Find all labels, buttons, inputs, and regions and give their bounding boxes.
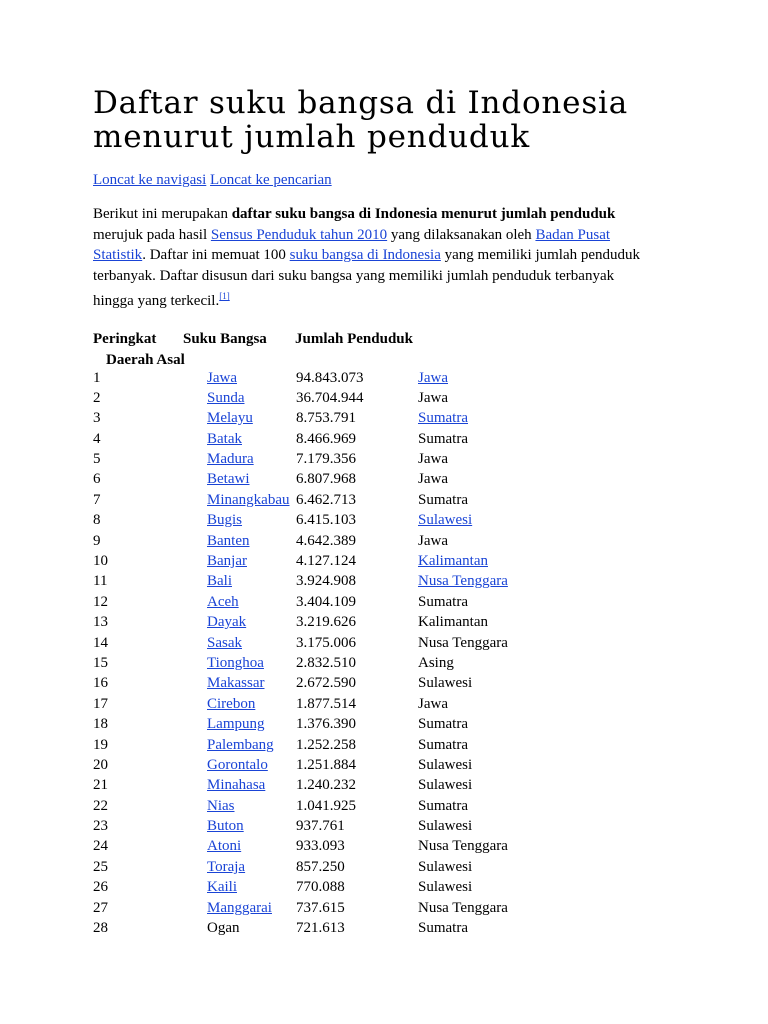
origin-cell <box>418 553 508 573</box>
origin-text: Nusa Tenggara <box>418 838 508 855</box>
rank-text: 10 <box>93 553 108 570</box>
suku-link[interactable]: Minangkabau <box>207 491 290 508</box>
origin-cell <box>418 818 508 838</box>
rank-cell <box>93 533 207 553</box>
suku-cell <box>207 451 296 471</box>
population-cell <box>296 635 418 655</box>
intro-text: yang dilaksanakan oleh <box>387 226 536 243</box>
rank-text: 6 <box>93 471 101 488</box>
rank-cell <box>93 512 207 532</box>
population-cell <box>296 798 418 818</box>
origin-text: Jawa <box>418 471 448 488</box>
origin-cell <box>418 920 508 940</box>
population-text: 737.615 <box>296 899 345 916</box>
table-row <box>93 818 508 838</box>
rank-cell <box>93 635 207 655</box>
skip-to-navigation-link[interactable]: Loncat ke navigasi <box>93 172 207 188</box>
origin-text: Sumatra <box>418 920 468 937</box>
rank-text: 17 <box>93 695 108 712</box>
table-row <box>93 675 508 695</box>
suku-link[interactable]: Sunda <box>207 389 245 406</box>
skip-links <box>93 170 653 190</box>
table-row <box>93 859 508 879</box>
rank-text: 26 <box>93 879 108 896</box>
table-row <box>93 553 508 573</box>
origin-cell <box>418 777 508 797</box>
reference-link[interactable]: [1] <box>219 291 230 301</box>
census-2010-link[interactable]: Sensus Penduduk tahun 2010 <box>210 226 388 243</box>
table-row <box>93 390 508 410</box>
origin-text: Sulawesi <box>418 675 473 692</box>
suku-cell <box>207 594 296 614</box>
table-row <box>93 900 508 920</box>
population-text: 2.832.510 <box>296 654 356 671</box>
population-text: 6.462.713 <box>296 491 356 508</box>
suku-link[interactable]: Toraja <box>207 858 246 875</box>
population-text: 8.466.969 <box>296 430 356 447</box>
origin-cell <box>418 655 508 675</box>
suku-link[interactable]: Atoni <box>207 838 242 855</box>
suku-cell <box>207 533 296 553</box>
suku-link[interactable]: Palembang <box>207 736 274 753</box>
population-cell <box>296 471 418 491</box>
population-text: 4.642.389 <box>296 532 356 549</box>
origin-cell <box>418 757 508 777</box>
population-text: 36.704.944 <box>296 389 364 406</box>
suku-cell <box>207 900 296 920</box>
population-cell <box>296 410 418 430</box>
suku-link[interactable]: Tionghoa <box>207 654 264 671</box>
population-cell <box>296 512 418 532</box>
intro-bold-text: daftar suku bangsa di Indonesia menurut jumlah penduduk <box>231 206 616 222</box>
rank-text: 7 <box>93 491 101 508</box>
table-row <box>93 431 508 451</box>
suku-link[interactable]: Batak <box>207 430 242 447</box>
suku-cell <box>207 410 296 430</box>
suku-cell <box>207 471 296 491</box>
population-text: 721.613 <box>296 920 345 937</box>
population-cell <box>296 818 418 838</box>
origin-text: Sumatra <box>418 593 468 610</box>
suku-cell <box>207 818 296 838</box>
rank-cell <box>93 818 207 838</box>
suku-cell <box>207 390 296 410</box>
article <box>93 86 653 940</box>
population-text: 1.251.884 <box>296 756 356 773</box>
origin-cell <box>418 696 508 716</box>
table-row <box>93 533 508 553</box>
suku-link[interactable]: Aceh <box>207 593 239 610</box>
bps-link[interactable]: Badan Pusat Statistik <box>93 226 611 263</box>
rank-text: 4 <box>93 430 101 447</box>
suku-cell <box>207 838 296 858</box>
population-text: 8.753.791 <box>296 410 356 427</box>
population-text: 94.843.073 <box>296 369 364 386</box>
origin-text: Jawa <box>418 451 448 468</box>
population-text: 2.672.590 <box>296 675 356 692</box>
rank-text: 21 <box>93 777 108 794</box>
suku-link[interactable]: Makassar <box>207 675 265 692</box>
origin-cell <box>418 431 508 451</box>
origin-cell <box>418 900 508 920</box>
suku-link[interactable]: Nias <box>207 797 235 814</box>
rank-text: 24 <box>93 838 108 855</box>
origin-text: Jawa <box>418 695 448 712</box>
suku-cell <box>207 512 296 532</box>
origin-text: Nusa Tenggara <box>418 899 508 916</box>
population-cell <box>296 492 418 512</box>
rank-text: 2 <box>93 389 101 406</box>
suku-link[interactable]: Dayak <box>207 614 247 631</box>
population-cell <box>296 370 418 390</box>
suku-link[interactable]: Cirebon <box>207 695 256 712</box>
rank-text: 11 <box>93 573 108 590</box>
population-cell <box>296 594 418 614</box>
origin-cell <box>418 716 508 736</box>
table-row <box>93 512 508 532</box>
header-population: Jumlah Penduduk <box>295 331 413 347</box>
suku-cell <box>207 757 296 777</box>
rank-text: 8 <box>93 512 101 529</box>
rank-cell <box>93 655 207 675</box>
suku-link[interactable]: Minahasa <box>207 777 266 794</box>
suku-link[interactable]: Banten <box>207 532 250 549</box>
origin-text: Sulawesi <box>418 756 473 773</box>
origin-cell <box>418 838 508 858</box>
suku-cell <box>207 737 296 757</box>
rank-cell <box>93 777 207 797</box>
suku-link[interactable]: Lampung <box>207 716 265 733</box>
suku-bangsa-link[interactable]: suku bangsa di Indonesia <box>289 247 441 263</box>
rank-cell <box>93 737 207 757</box>
suku-cell <box>207 716 296 736</box>
population-cell <box>296 900 418 920</box>
origin-cell <box>418 594 508 614</box>
rank-text: 20 <box>93 756 108 773</box>
origin-text: Asing <box>418 654 454 671</box>
population-text: 1.041.925 <box>296 797 356 814</box>
rank-cell <box>93 920 207 940</box>
suku-cell <box>207 370 296 390</box>
rank-text: 27 <box>93 899 108 916</box>
origin-cell <box>418 879 508 899</box>
population-cell <box>296 533 418 553</box>
population-text: 4.127.124 <box>296 553 356 570</box>
rank-text: 16 <box>93 675 108 692</box>
origin-cell <box>418 492 508 512</box>
rank-text: 3 <box>93 410 101 427</box>
population-cell <box>296 431 418 451</box>
header-origin: Daerah Asal <box>106 351 185 368</box>
suku-cell <box>207 879 296 899</box>
origin-cell <box>418 614 508 634</box>
population-cell <box>296 655 418 675</box>
origin-text: Kalimantan <box>418 614 488 631</box>
origin-text: Jawa <box>418 532 448 549</box>
rank-cell <box>93 757 207 777</box>
population-cell <box>296 614 418 634</box>
table-row <box>93 716 508 736</box>
population-text: 1.877.514 <box>296 695 356 712</box>
population-cell <box>296 879 418 899</box>
rank-cell <box>93 492 207 512</box>
suku-cell <box>207 859 296 879</box>
suku-link[interactable]: Sasak <box>207 634 242 651</box>
page-title: Daftar suku bangsa di Indonesia menurut jumlah penduduk <box>93 85 629 155</box>
suku-cell <box>207 696 296 716</box>
suku-cell <box>207 655 296 675</box>
origin-text: Sulawesi <box>418 879 473 896</box>
suku-text: Ogan <box>207 920 240 937</box>
population-cell <box>296 716 418 736</box>
population-text: 1.376.390 <box>296 716 356 733</box>
rank-cell <box>93 451 207 471</box>
population-cell <box>296 451 418 471</box>
rank-text: 14 <box>93 634 108 651</box>
suku-cell <box>207 431 296 451</box>
suku-cell <box>207 553 296 573</box>
origin-link[interactable]: Nusa Tenggara <box>418 573 508 590</box>
suku-link[interactable]: Kaili <box>207 879 237 896</box>
intro-text: . Daftar ini memuat 100 <box>142 247 290 263</box>
rank-cell <box>93 798 207 818</box>
intro-text: merujuk pada hasil <box>93 226 211 243</box>
table-row <box>93 838 508 858</box>
origin-text: Sumatra <box>418 430 468 447</box>
suku-cell <box>207 573 296 593</box>
suku-link[interactable]: Bugis <box>207 512 243 529</box>
rank-text: 28 <box>93 920 108 937</box>
table-row <box>93 471 508 491</box>
origin-cell <box>418 471 508 491</box>
origin-link[interactable]: Jawa <box>418 369 448 386</box>
origin-text: Sulawesi <box>418 777 473 794</box>
suku-link[interactable]: Gorontalo <box>207 756 268 773</box>
rank-text: 1 <box>93 369 101 386</box>
suku-link[interactable]: Manggarai <box>207 899 272 916</box>
population-text: 7.179.356 <box>296 451 356 468</box>
rank-text: 23 <box>93 818 108 835</box>
origin-link[interactable]: Sulawesi <box>418 512 473 529</box>
population-cell <box>296 553 418 573</box>
population-text: 1.240.232 <box>296 777 356 794</box>
intro-text: yang memiliki jumlah penduduk terbanyak. Daftar disusun dari suku bangsa yang memiliki jumlah penduduk terbanyak hingga yang terkecil. <box>93 247 641 309</box>
suku-cell <box>207 635 296 655</box>
intro-text: Berikut ini merupakan <box>93 206 232 222</box>
suku-link[interactable]: Madura <box>207 451 254 468</box>
origin-cell <box>418 859 508 879</box>
table-row <box>93 451 508 471</box>
population-cell <box>296 777 418 797</box>
population-text: 3.924.908 <box>296 573 356 590</box>
population-text: 3.404.109 <box>296 593 356 610</box>
rank-cell <box>93 553 207 573</box>
table-row <box>93 879 508 899</box>
rank-cell <box>93 614 207 634</box>
table-row <box>93 737 508 757</box>
rank-text: 15 <box>93 654 108 671</box>
origin-cell <box>418 512 508 532</box>
origin-cell <box>418 675 508 695</box>
suku-cell <box>207 675 296 695</box>
origin-text: Sulawesi <box>418 818 473 835</box>
table-row <box>93 370 508 390</box>
suku-link[interactable]: Banjar <box>207 553 247 570</box>
population-text: 770.088 <box>296 879 345 896</box>
population-cell <box>296 838 418 858</box>
population-text: 937.761 <box>296 818 345 835</box>
table-row <box>93 492 508 512</box>
origin-cell <box>418 533 508 553</box>
population-cell <box>296 920 418 940</box>
rank-cell <box>93 900 207 920</box>
table-row <box>93 777 508 797</box>
population-text: 3.219.626 <box>296 614 356 631</box>
rank-text: 25 <box>93 858 108 875</box>
rank-cell <box>93 370 207 390</box>
table-row <box>93 614 508 634</box>
table-row <box>93 635 508 655</box>
origin-text: Nusa Tenggara <box>418 634 508 651</box>
origin-cell <box>418 390 508 410</box>
rank-cell <box>93 675 207 695</box>
rank-cell <box>93 390 207 410</box>
origin-cell <box>418 737 508 757</box>
population-cell <box>296 737 418 757</box>
origin-text: Sumatra <box>418 491 468 508</box>
suku-cell <box>207 920 296 940</box>
header-suku-bangsa: Suku Bangsa <box>183 331 267 347</box>
rank-text: 19 <box>93 736 108 753</box>
population-cell <box>296 757 418 777</box>
origin-cell <box>418 451 508 471</box>
population-table <box>93 370 508 941</box>
population-text: 6.807.968 <box>296 471 356 488</box>
rank-cell <box>93 471 207 491</box>
suku-link[interactable]: Melayu <box>207 410 253 427</box>
table-row <box>93 798 508 818</box>
suku-cell <box>207 798 296 818</box>
rank-text: 9 <box>93 532 101 549</box>
origin-cell <box>418 798 508 818</box>
population-text: 857.250 <box>296 858 345 875</box>
rank-text: 13 <box>93 614 108 631</box>
origin-cell <box>418 370 508 390</box>
skip-to-search-link[interactable]: Loncat ke pencarian <box>210 172 332 188</box>
rank-cell <box>93 410 207 430</box>
suku-link[interactable]: Jawa <box>207 369 237 386</box>
origin-cell <box>418 410 508 430</box>
table-row <box>93 655 508 675</box>
rank-text: 22 <box>93 797 108 814</box>
rank-text: 5 <box>93 451 101 468</box>
suku-link[interactable]: Betawi <box>207 471 250 488</box>
suku-link[interactable]: Bali <box>207 573 232 590</box>
origin-cell <box>418 573 508 593</box>
table-row <box>93 757 508 777</box>
suku-cell <box>207 777 296 797</box>
table-row <box>93 573 508 593</box>
intro-paragraph <box>93 204 653 312</box>
origin-link[interactable]: Sumatra <box>418 410 468 427</box>
population-text: 1.252.258 <box>296 736 356 753</box>
population-cell <box>296 859 418 879</box>
origin-text: Sumatra <box>418 736 468 753</box>
origin-cell <box>418 635 508 655</box>
population-cell <box>296 675 418 695</box>
rank-text: 18 <box>93 716 108 733</box>
table-row <box>93 410 508 430</box>
population-text: 933.093 <box>296 838 345 855</box>
suku-link[interactable]: Buton <box>207 818 244 835</box>
origin-text: Sumatra <box>418 797 468 814</box>
suku-cell <box>207 492 296 512</box>
population-cell <box>296 696 418 716</box>
population-cell <box>296 390 418 410</box>
table-row <box>93 696 508 716</box>
population-text: 3.175.006 <box>296 634 356 651</box>
rank-cell <box>93 838 207 858</box>
origin-text: Jawa <box>418 389 448 406</box>
suku-cell <box>207 614 296 634</box>
rank-cell <box>93 859 207 879</box>
rank-cell <box>93 431 207 451</box>
origin-text: Sumatra <box>418 716 468 733</box>
table-row <box>93 594 508 614</box>
rank-cell <box>93 879 207 899</box>
origin-text: Sulawesi <box>418 858 473 875</box>
header-rank: Peringkat <box>93 331 157 347</box>
origin-link[interactable]: Kalimantan <box>418 553 488 570</box>
rank-cell <box>93 696 207 716</box>
population-text: 6.415.103 <box>296 512 356 529</box>
table-header <box>93 330 413 350</box>
population-cell <box>296 573 418 593</box>
rank-cell <box>93 594 207 614</box>
rank-text: 12 <box>93 593 108 610</box>
rank-cell <box>93 573 207 593</box>
table-row <box>93 920 508 940</box>
rank-cell <box>93 716 207 736</box>
